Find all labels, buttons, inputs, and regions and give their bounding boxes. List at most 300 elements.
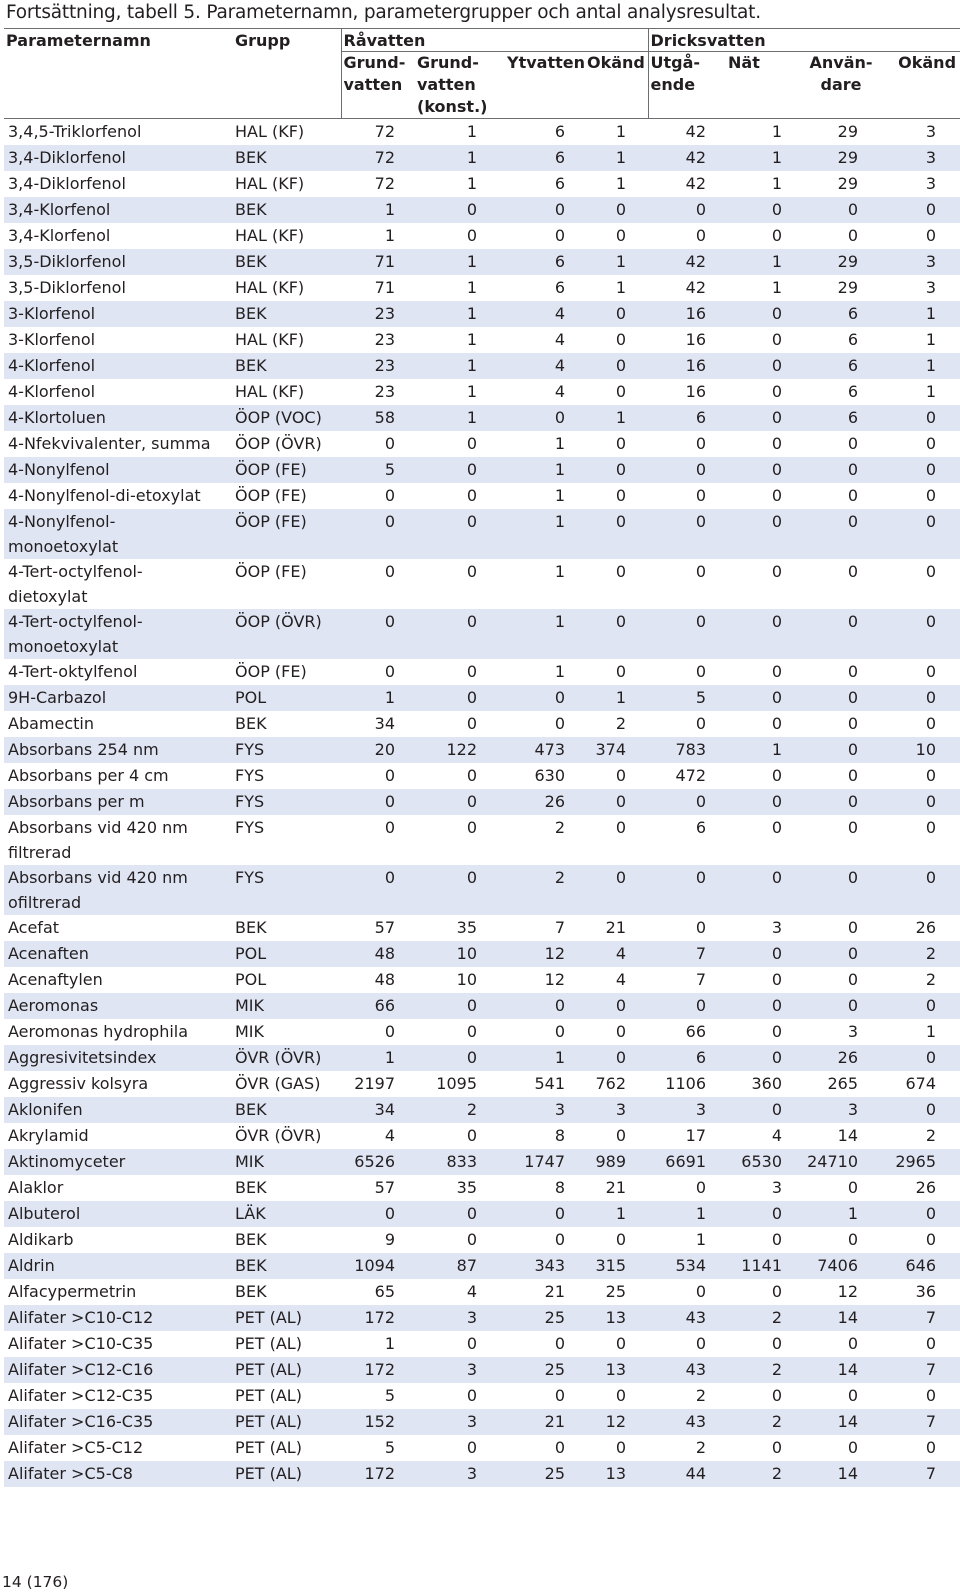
result-count: 2 bbox=[497, 865, 585, 915]
parameter-name: 4-Tert-octylfenol- dietoxylat bbox=[8, 562, 143, 606]
result-count: 3 bbox=[415, 1357, 497, 1383]
parameter-name: 3,4-Klorfenol bbox=[4, 197, 233, 223]
result-count: 5 bbox=[341, 457, 415, 483]
parameter-group: PET (AL) bbox=[233, 1409, 341, 1435]
result-count: 0 bbox=[341, 509, 415, 559]
result-count: 0 bbox=[554, 226, 565, 245]
parameter-group: BEK bbox=[235, 1282, 267, 1301]
result-count: 1 bbox=[726, 249, 802, 275]
result-count: 0 bbox=[466, 226, 477, 245]
result-count: 3 bbox=[648, 1097, 726, 1123]
result-count: 6 bbox=[554, 174, 565, 193]
table-row bbox=[4, 1097, 960, 1123]
result-count: 1 bbox=[615, 122, 627, 141]
header-dricksvatten: Dricksvatten bbox=[648, 29, 960, 52]
parameter-group: POL bbox=[233, 685, 341, 711]
result-count: 16 bbox=[648, 353, 726, 379]
result-count: 0 bbox=[878, 789, 960, 815]
result-count: 6 bbox=[847, 330, 859, 349]
table-row bbox=[4, 119, 960, 146]
result-count: 0 bbox=[726, 685, 802, 711]
result-count: 0 bbox=[695, 714, 707, 733]
result-count: 25 bbox=[605, 1282, 627, 1301]
parameter-name: Absorbans vid 420 nm ofiltrerad bbox=[4, 865, 233, 915]
result-count: 0 bbox=[466, 434, 477, 453]
result-count: 1 bbox=[585, 405, 648, 431]
result-count: 0 bbox=[585, 609, 648, 659]
parameter-group: BEK bbox=[233, 353, 341, 379]
result-count: 0 bbox=[802, 457, 878, 483]
result-count: 2 bbox=[726, 1357, 802, 1383]
result-count: 29 bbox=[802, 249, 878, 275]
result-count: 534 bbox=[648, 1253, 726, 1279]
result-count: 1 bbox=[466, 278, 477, 297]
table-row bbox=[4, 1435, 960, 1461]
result-count: 0 bbox=[771, 1334, 783, 1353]
result-count: 1 bbox=[802, 1201, 878, 1227]
parameter-group: ÖOP (ÖVR) bbox=[233, 609, 341, 659]
result-count: 1 bbox=[497, 1045, 585, 1071]
result-count: 0 bbox=[802, 509, 878, 559]
parameter-name: 4-Nonylfenol- monoetoxylat bbox=[4, 509, 233, 559]
result-count: 0 bbox=[384, 562, 395, 581]
result-count: 0 bbox=[466, 818, 477, 837]
result-count: 0 bbox=[726, 457, 802, 483]
result-count: 0 bbox=[585, 789, 648, 815]
result-count: 0 bbox=[615, 1022, 627, 1041]
result-count: 0 bbox=[554, 1386, 565, 1405]
result-count: 14 bbox=[802, 1461, 878, 1487]
result-count: 6 bbox=[554, 122, 565, 141]
parameter-group: ÖOP (FE) bbox=[235, 562, 307, 581]
result-count: 0 bbox=[615, 226, 627, 245]
result-count: 0 bbox=[384, 818, 395, 837]
parameter-group: FYS bbox=[235, 766, 265, 785]
result-count: 43 bbox=[648, 1409, 726, 1435]
table-row bbox=[4, 379, 960, 405]
result-count: 0 bbox=[878, 993, 960, 1019]
table-row bbox=[4, 1227, 960, 1253]
result-count: 72 bbox=[341, 145, 415, 171]
result-count: 265 bbox=[827, 1074, 859, 1093]
result-count: 0 bbox=[847, 970, 859, 989]
result-count: 4 bbox=[771, 1126, 783, 1145]
parameter-group: MIK bbox=[235, 1022, 265, 1041]
result-count: 3 bbox=[878, 145, 960, 171]
table-row bbox=[4, 197, 960, 223]
result-count: 122 bbox=[415, 737, 497, 763]
result-count: 0 bbox=[585, 197, 648, 223]
result-count: 1 bbox=[554, 662, 565, 681]
result-count: 0 bbox=[771, 1282, 783, 1301]
result-count: 0 bbox=[466, 1334, 477, 1353]
result-count: 1 bbox=[771, 174, 783, 193]
result-count: 0 bbox=[615, 486, 627, 505]
result-count: 315 bbox=[585, 1253, 648, 1279]
result-count: 13 bbox=[585, 1357, 648, 1383]
parameter-group: ÖVR (ÖVR) bbox=[235, 1126, 322, 1145]
result-count: 7 bbox=[648, 941, 726, 967]
result-count: 1 bbox=[554, 434, 565, 453]
result-count: 1 bbox=[878, 353, 960, 379]
result-count: 7 bbox=[878, 1305, 960, 1331]
result-count: 4 bbox=[554, 330, 565, 349]
result-count: 0 bbox=[771, 382, 783, 401]
result-count: 1 bbox=[384, 1334, 395, 1353]
result-count: 0 bbox=[615, 434, 627, 453]
header-row-top bbox=[4, 29, 960, 52]
result-count: 0 bbox=[726, 609, 802, 659]
result-count: 6 bbox=[847, 382, 859, 401]
result-count: 0 bbox=[341, 609, 415, 659]
parameter-group: BEK bbox=[233, 301, 341, 327]
result-count: 0 bbox=[648, 993, 726, 1019]
result-count: 0 bbox=[771, 662, 783, 681]
table-row bbox=[4, 405, 960, 431]
result-count: 16 bbox=[685, 382, 707, 401]
result-count: 0 bbox=[341, 789, 415, 815]
parameter-name: Alifater >C10-C35 bbox=[8, 1334, 154, 1353]
result-count: 0 bbox=[585, 865, 648, 915]
result-count: 14 bbox=[802, 1305, 878, 1331]
result-count: 1094 bbox=[341, 1253, 415, 1279]
result-count: 0 bbox=[726, 405, 802, 431]
result-count: 0 bbox=[615, 1334, 627, 1353]
result-count: 12 bbox=[544, 970, 565, 989]
parameter-group: HAL (KF) bbox=[235, 278, 305, 297]
table-row bbox=[4, 711, 960, 737]
table-row bbox=[4, 763, 960, 789]
parameter-group: HAL (KF) bbox=[235, 226, 305, 245]
table-row bbox=[4, 353, 960, 379]
result-count: 674 bbox=[905, 1074, 937, 1093]
result-count: 0 bbox=[878, 609, 960, 659]
result-count: 0 bbox=[878, 1045, 960, 1071]
result-count: 0 bbox=[771, 226, 783, 245]
parameter-name: Alifater >C10-C12 bbox=[4, 1305, 233, 1331]
result-count: 44 bbox=[648, 1461, 726, 1487]
result-count: 42 bbox=[648, 145, 726, 171]
result-count: 0 bbox=[878, 457, 960, 483]
result-count: 1 bbox=[415, 145, 497, 171]
parameter-name: 4-Nonylfenol bbox=[4, 457, 233, 483]
result-count: 0 bbox=[726, 993, 802, 1019]
result-count: 646 bbox=[878, 1253, 960, 1279]
parameter-name: 4-Tert-octylfenol- monoetoxylat bbox=[4, 609, 233, 659]
parameter-group: BEK bbox=[235, 714, 267, 733]
result-count: 2 bbox=[695, 1438, 707, 1457]
result-count: 1 bbox=[771, 278, 783, 297]
result-count: 0 bbox=[415, 685, 497, 711]
result-count: 35 bbox=[456, 1178, 477, 1197]
parameter-name: Aeromonas hydrophila bbox=[8, 1022, 189, 1041]
parameter-name: Alifater >C16-C35 bbox=[4, 1409, 233, 1435]
result-count: 762 bbox=[595, 1074, 627, 1093]
result-count: 541 bbox=[534, 1074, 565, 1093]
result-count: 3 bbox=[415, 1461, 497, 1487]
result-count: 1 bbox=[585, 685, 648, 711]
result-count: 152 bbox=[341, 1409, 415, 1435]
result-count: 0 bbox=[726, 789, 802, 815]
result-count: 630 bbox=[534, 766, 565, 785]
result-count: 2965 bbox=[878, 1149, 960, 1175]
result-count: 1 bbox=[726, 145, 802, 171]
result-count: 1 bbox=[554, 486, 565, 505]
result-count: 0 bbox=[384, 662, 395, 681]
result-count: 0 bbox=[615, 1126, 627, 1145]
result-count: 2 bbox=[615, 714, 627, 733]
result-count: 66 bbox=[341, 993, 415, 1019]
result-count: 26 bbox=[802, 1045, 878, 1071]
result-count: 0 bbox=[554, 714, 565, 733]
result-count: 10 bbox=[456, 970, 477, 989]
result-count: 783 bbox=[648, 737, 726, 763]
result-count: 16 bbox=[648, 301, 726, 327]
table-row bbox=[4, 301, 960, 327]
result-count: 0 bbox=[648, 509, 726, 559]
header-ytvatten: Ytvatten bbox=[497, 52, 585, 119]
result-count: 0 bbox=[847, 1386, 859, 1405]
result-count: 6 bbox=[802, 405, 878, 431]
result-count: 1 bbox=[466, 174, 477, 193]
parameter-name: Acenaftylen bbox=[8, 970, 103, 989]
result-count: 0 bbox=[695, 1334, 707, 1353]
parameter-group: ÖVR (GAS) bbox=[235, 1074, 321, 1093]
result-count: 5 bbox=[648, 685, 726, 711]
parameter-group: BEK bbox=[233, 145, 341, 171]
result-count: 0 bbox=[726, 509, 802, 559]
result-count: 0 bbox=[847, 766, 859, 785]
result-count: 48 bbox=[374, 970, 395, 989]
parameter-group: POL bbox=[233, 941, 341, 967]
table-caption: Fortsättning, tabell 5. Parameternamn, parametergrupper och antal analysresultat. bbox=[6, 2, 761, 23]
parameter-group: BEK bbox=[233, 1097, 341, 1123]
result-count: 0 bbox=[415, 609, 497, 659]
table-row bbox=[4, 509, 960, 559]
result-count: 0 bbox=[802, 941, 878, 967]
result-count: 72 bbox=[374, 174, 395, 193]
result-count: 1 bbox=[925, 330, 937, 349]
parameter-table bbox=[4, 28, 960, 1487]
result-count: 0 bbox=[415, 457, 497, 483]
result-count: 23 bbox=[341, 353, 415, 379]
table-row bbox=[4, 145, 960, 171]
parameter-group: HAL (KF) bbox=[235, 122, 305, 141]
result-count: 71 bbox=[341, 249, 415, 275]
result-count: 0 bbox=[415, 509, 497, 559]
result-count: 0 bbox=[466, 714, 477, 733]
parameter-name: 3-Klorfenol bbox=[4, 301, 233, 327]
table-row bbox=[4, 659, 960, 685]
result-count: 0 bbox=[648, 789, 726, 815]
result-count: 1 bbox=[341, 1045, 415, 1071]
result-count: 0 bbox=[615, 662, 627, 681]
parameter-group: PET (AL) bbox=[235, 1334, 302, 1353]
result-count: 21 bbox=[605, 918, 627, 937]
result-count: 14 bbox=[802, 1357, 878, 1383]
result-count: 42 bbox=[685, 278, 707, 297]
result-count: 0 bbox=[497, 685, 585, 711]
result-count: 1 bbox=[497, 457, 585, 483]
table-row bbox=[4, 559, 960, 609]
parameter-group: BEK bbox=[235, 1230, 267, 1249]
parameter-name: 3,4,5-Triklorfenol bbox=[8, 122, 142, 141]
result-count: 25 bbox=[497, 1357, 585, 1383]
result-count: 48 bbox=[341, 941, 415, 967]
parameter-group: PET (AL) bbox=[235, 1438, 302, 1457]
result-count: 0 bbox=[847, 486, 859, 505]
result-count: 1 bbox=[415, 353, 497, 379]
result-count: 0 bbox=[925, 1438, 937, 1457]
table-row bbox=[4, 1149, 960, 1175]
header-grundvatten: Grund- vatten bbox=[341, 52, 415, 119]
result-count: 4 bbox=[554, 382, 565, 401]
result-count: 16 bbox=[685, 330, 707, 349]
result-count: 0 bbox=[925, 486, 937, 505]
result-count: 1 bbox=[554, 562, 565, 581]
result-count: 1 bbox=[466, 382, 477, 401]
result-count: 2 bbox=[726, 1461, 802, 1487]
result-count: 0 bbox=[415, 1201, 497, 1227]
result-count: 172 bbox=[341, 1305, 415, 1331]
result-count: 833 bbox=[415, 1149, 497, 1175]
table-row bbox=[4, 457, 960, 483]
result-count: 0 bbox=[648, 457, 726, 483]
result-count: 0 bbox=[878, 197, 960, 223]
parameter-name: 4-Klorfenol bbox=[8, 382, 96, 401]
result-count: 0 bbox=[415, 1045, 497, 1071]
table-row bbox=[4, 609, 960, 659]
result-count: 0 bbox=[726, 301, 802, 327]
result-count: 0 bbox=[554, 1022, 565, 1041]
result-count: 1 bbox=[341, 197, 415, 223]
result-count: 0 bbox=[466, 1022, 477, 1041]
result-count: 0 bbox=[726, 197, 802, 223]
result-count: 1 bbox=[466, 330, 477, 349]
result-count: 2 bbox=[925, 970, 937, 989]
result-count: 0 bbox=[726, 1201, 802, 1227]
result-count: 1 bbox=[466, 122, 477, 141]
parameter-group: ÖOP (FE) bbox=[233, 457, 341, 483]
result-count: 8 bbox=[554, 1178, 565, 1197]
table-row bbox=[4, 1045, 960, 1071]
parameter-group: BEK bbox=[235, 1178, 267, 1197]
parameter-name: Aggressiv kolsyra bbox=[8, 1074, 149, 1093]
result-count: 0 bbox=[695, 1178, 707, 1197]
result-count: 0 bbox=[878, 865, 960, 915]
result-count: 472 bbox=[675, 766, 707, 785]
result-count: 66 bbox=[685, 1022, 707, 1041]
result-count: 1 bbox=[615, 174, 627, 193]
result-count: 7 bbox=[878, 1461, 960, 1487]
result-count: 0 bbox=[771, 1386, 783, 1405]
result-count: 0 bbox=[802, 789, 878, 815]
result-count: 0 bbox=[847, 1334, 859, 1353]
result-count: 0 bbox=[554, 1230, 565, 1249]
result-count: 6 bbox=[648, 405, 726, 431]
table-row bbox=[4, 789, 960, 815]
result-count: 1 bbox=[497, 609, 585, 659]
parameter-group: ÖOP (FE) bbox=[235, 486, 307, 505]
result-count: 21 bbox=[544, 1282, 565, 1301]
result-count: 0 bbox=[847, 1178, 859, 1197]
result-count: 6530 bbox=[726, 1149, 802, 1175]
result-count: 0 bbox=[615, 330, 627, 349]
parameter-name: Absorbans 254 nm bbox=[4, 737, 233, 763]
header-nat: Nät bbox=[726, 52, 802, 119]
result-count: 0 bbox=[695, 226, 707, 245]
result-count: 172 bbox=[341, 1461, 415, 1487]
result-count: 0 bbox=[925, 226, 937, 245]
result-count: 0 bbox=[726, 865, 802, 915]
result-count: 0 bbox=[695, 1282, 707, 1301]
result-count: 360 bbox=[751, 1074, 783, 1093]
result-count: 42 bbox=[648, 249, 726, 275]
result-count: 0 bbox=[726, 941, 802, 967]
result-count: 2 bbox=[726, 1409, 802, 1435]
result-count: 24710 bbox=[802, 1149, 878, 1175]
parameter-name: Alifater >C12-C16 bbox=[4, 1357, 233, 1383]
result-count: 3 bbox=[497, 1097, 585, 1123]
result-count: 5 bbox=[384, 1438, 395, 1457]
result-count: 0 bbox=[771, 766, 783, 785]
result-count: 10 bbox=[415, 941, 497, 967]
result-count: 3 bbox=[847, 1022, 859, 1041]
parameter-name: Aldikarb bbox=[8, 1230, 74, 1249]
result-count: 343 bbox=[497, 1253, 585, 1279]
result-count: 1 bbox=[726, 737, 802, 763]
result-count: 3 bbox=[802, 1097, 878, 1123]
result-count: 0 bbox=[925, 1386, 937, 1405]
result-count: 2 bbox=[415, 1097, 497, 1123]
result-count: 29 bbox=[837, 174, 859, 193]
table-row bbox=[4, 967, 960, 993]
table-row bbox=[4, 1123, 960, 1149]
result-count: 0 bbox=[341, 865, 415, 915]
result-count: 0 bbox=[771, 330, 783, 349]
table-row bbox=[4, 1331, 960, 1357]
result-count: 1 bbox=[925, 382, 937, 401]
result-count: 9 bbox=[384, 1230, 395, 1249]
parameter-name: 9H-Carbazol bbox=[4, 685, 233, 711]
result-count: 0 bbox=[384, 434, 395, 453]
parameter-name: Alifater >C5-C8 bbox=[4, 1461, 233, 1487]
parameter-group: PET (AL) bbox=[233, 1461, 341, 1487]
parameter-group: ÖOP (FE) bbox=[235, 662, 307, 681]
result-count: 0 bbox=[695, 918, 707, 937]
result-count: 0 bbox=[847, 662, 859, 681]
result-count: 3 bbox=[771, 918, 783, 937]
result-count: 0 bbox=[925, 434, 937, 453]
result-count: 0 bbox=[585, 301, 648, 327]
result-count: 0 bbox=[384, 766, 395, 785]
result-count: 0 bbox=[771, 970, 783, 989]
result-count: 0 bbox=[466, 662, 477, 681]
result-count: 0 bbox=[497, 1201, 585, 1227]
result-count: 34 bbox=[341, 1097, 415, 1123]
result-count: 23 bbox=[374, 382, 395, 401]
result-count: 0 bbox=[771, 1230, 783, 1249]
result-count: 0 bbox=[415, 789, 497, 815]
result-count: 58 bbox=[341, 405, 415, 431]
table-row bbox=[4, 1409, 960, 1435]
result-count: 0 bbox=[802, 685, 878, 711]
result-count: 6 bbox=[802, 353, 878, 379]
result-count: 6526 bbox=[341, 1149, 415, 1175]
result-count: 0 bbox=[878, 405, 960, 431]
parameter-group: PET (AL) bbox=[233, 1357, 341, 1383]
parameter-name: 3,5-Diklorfenol bbox=[8, 278, 126, 297]
